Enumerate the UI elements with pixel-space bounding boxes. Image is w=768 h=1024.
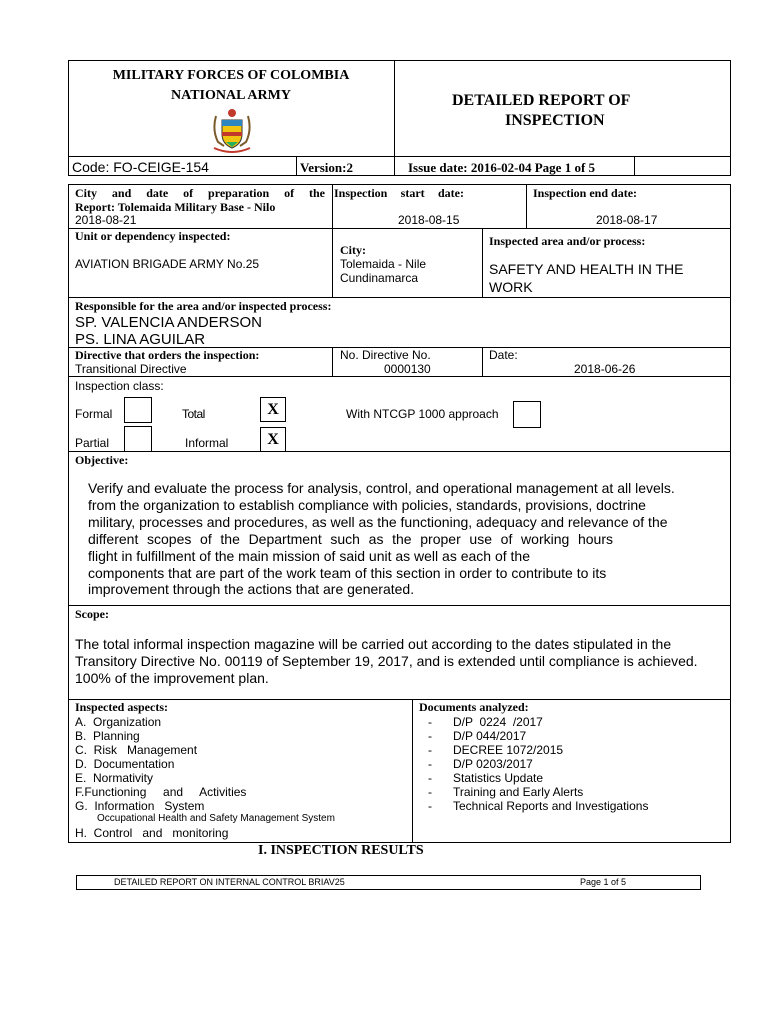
aspect-item: Occupational Health and Safety Management System (97, 813, 335, 824)
aspect-item: H. Control and monitoring (75, 826, 229, 840)
objective-line: improvement through the actions that are generated. (88, 581, 415, 597)
ntcgp-label: With NTCGP 1000 approach (346, 407, 499, 421)
unit-label: Unit or dependency inspected: (75, 229, 231, 243)
directive-date-label: Date: (489, 348, 518, 362)
directive-date-value: 2018-06-26 (574, 362, 636, 376)
aspect-item: D. Documentation (75, 757, 175, 771)
document-bullet: - (428, 743, 432, 757)
directive-label: Directive that orders the inspection: (75, 348, 260, 362)
documents-label: Documents analyzed: (419, 700, 529, 714)
city-date-label: City and date of preparation of the (75, 186, 325, 200)
total-checkbox[interactable]: X (260, 397, 286, 422)
aspect-item: F.Functioning and Activities (75, 785, 247, 799)
directive-value: Transitional Directive (75, 362, 187, 376)
document-bullet: - (428, 771, 432, 785)
end-date-label: Inspection end date: (533, 186, 638, 200)
objective-label: Objective: (75, 453, 129, 467)
responsible-label: Responsible for the area and/or inspected process: (75, 299, 332, 313)
issue-date: Issue date: 2016-02-04 Page 1 of 5 (408, 160, 596, 175)
formal-label: Formal (75, 407, 113, 421)
formal-checkbox[interactable] (124, 397, 152, 423)
document-item: D/P 044/2017 (453, 729, 527, 743)
aspect-item: C. Risk Management (75, 743, 198, 757)
report-title-2: INSPECTION (505, 112, 605, 129)
scope-line: The total informal inspection magazine will be carried out according to the dates stipulated in the (75, 636, 672, 652)
objective-line: different scopes of the Department such as the proper use of working hours (88, 531, 613, 547)
objective-line: flight in fulfillment of the main mission of said unit as well as each of the (88, 548, 530, 564)
scope-label: Scope: (75, 607, 109, 621)
informal-checkbox[interactable]: X (260, 427, 286, 452)
report-title: DETAILED REPORT OF (452, 92, 631, 109)
document-item: Technical Reports and Investigations (453, 799, 649, 813)
scope-line: Transitory Directive No. 00119 of September 19, 2017, and is extended until compliance is achieved. (75, 653, 698, 669)
start-date-label: Inspection start date: (334, 186, 464, 200)
start-date-value: 2018-08-15 (398, 213, 460, 227)
org-name: MILITARY FORCES OF COLOMBIA (112, 68, 350, 83)
objective-line: components that are part of the work team of this section in order to contribute to its (88, 565, 607, 581)
document-code: Code: FO-CEIGE-154 (72, 159, 209, 175)
aspect-item: E. Normativity (75, 771, 154, 785)
document-bullet: - (428, 715, 432, 729)
city-label: City: (340, 243, 366, 257)
inspection-class-label: Inspection class: (75, 379, 164, 393)
area-label: Inspected area and/or process: (489, 234, 646, 248)
scope-line: 100% of the improvement plan. (75, 670, 269, 686)
aspect-item: A. Organization (75, 715, 162, 729)
aspects-label: Inspected aspects: (75, 700, 168, 714)
objective-line: from the organization to establish compliance with policies, standards, provisions, doctrine (88, 497, 646, 513)
aspect-item: G. Information System (75, 799, 205, 813)
document-item: D/P 0224 /2017 (453, 715, 543, 729)
results-heading: I. INSPECTION RESULTS (258, 843, 424, 858)
end-date-value: 2018-08-17 (596, 213, 658, 227)
directive-no-label: No. Directive No. (340, 348, 431, 362)
document-bullet: - (428, 799, 432, 813)
area-value-2: WORK (489, 279, 533, 295)
informal-label: Informal (185, 436, 229, 450)
city-value-2: Cundinamarca (340, 271, 419, 285)
city-value: Tolemaida - Nile (340, 257, 427, 271)
objective-line: military, processes and procedures, as well as the functioning, adequacy and relevance of the (88, 514, 668, 530)
area-value: SAFETY AND HEALTH IN THE (489, 261, 684, 277)
aspect-item: B. Planning (75, 729, 140, 743)
unit-value: AVIATION BRIGADE ARMY No.25 (75, 257, 260, 271)
document-item: D/P 0203/2017 (453, 757, 533, 771)
header-divider (394, 60, 395, 156)
header-code-row-line (68, 156, 731, 157)
city-date-value: 2018-08-21 (75, 213, 137, 227)
city-date-label-2: Report: Tolemaida Military Base - Nilo (75, 200, 276, 214)
document-bullet: - (428, 785, 432, 799)
footer-page: Page 1 of 5 (580, 877, 627, 887)
total-label: Total (182, 407, 205, 421)
partial-label: Partial (75, 436, 110, 450)
document-item: Statistics Update (453, 771, 544, 785)
directive-no-value: 0000130 (384, 362, 431, 376)
objective-line: Verify and evaluate the process for analysis, control, and operational management at all levels. (88, 480, 675, 496)
document-version: Version:2 (300, 160, 353, 175)
partial-checkbox[interactable] (124, 426, 152, 452)
org-unit: NATIONAL ARMY (171, 88, 291, 103)
document-item: DECREE 1072/2015 (453, 743, 564, 757)
coat-of-arms-icon (210, 106, 254, 154)
ntcgp-checkbox[interactable] (513, 401, 541, 428)
document-bullet: - (428, 729, 432, 743)
document-item: Training and Early Alerts (453, 785, 584, 799)
document-bullet: - (428, 757, 432, 771)
responsible-person-2: PS. LINA AGUILAR (75, 331, 206, 348)
footer-title: DETAILED REPORT ON INTERNAL CONTROL BRIAV25 (114, 877, 345, 887)
responsible-person-1: SP. VALENCIA ANDERSON (75, 314, 263, 331)
